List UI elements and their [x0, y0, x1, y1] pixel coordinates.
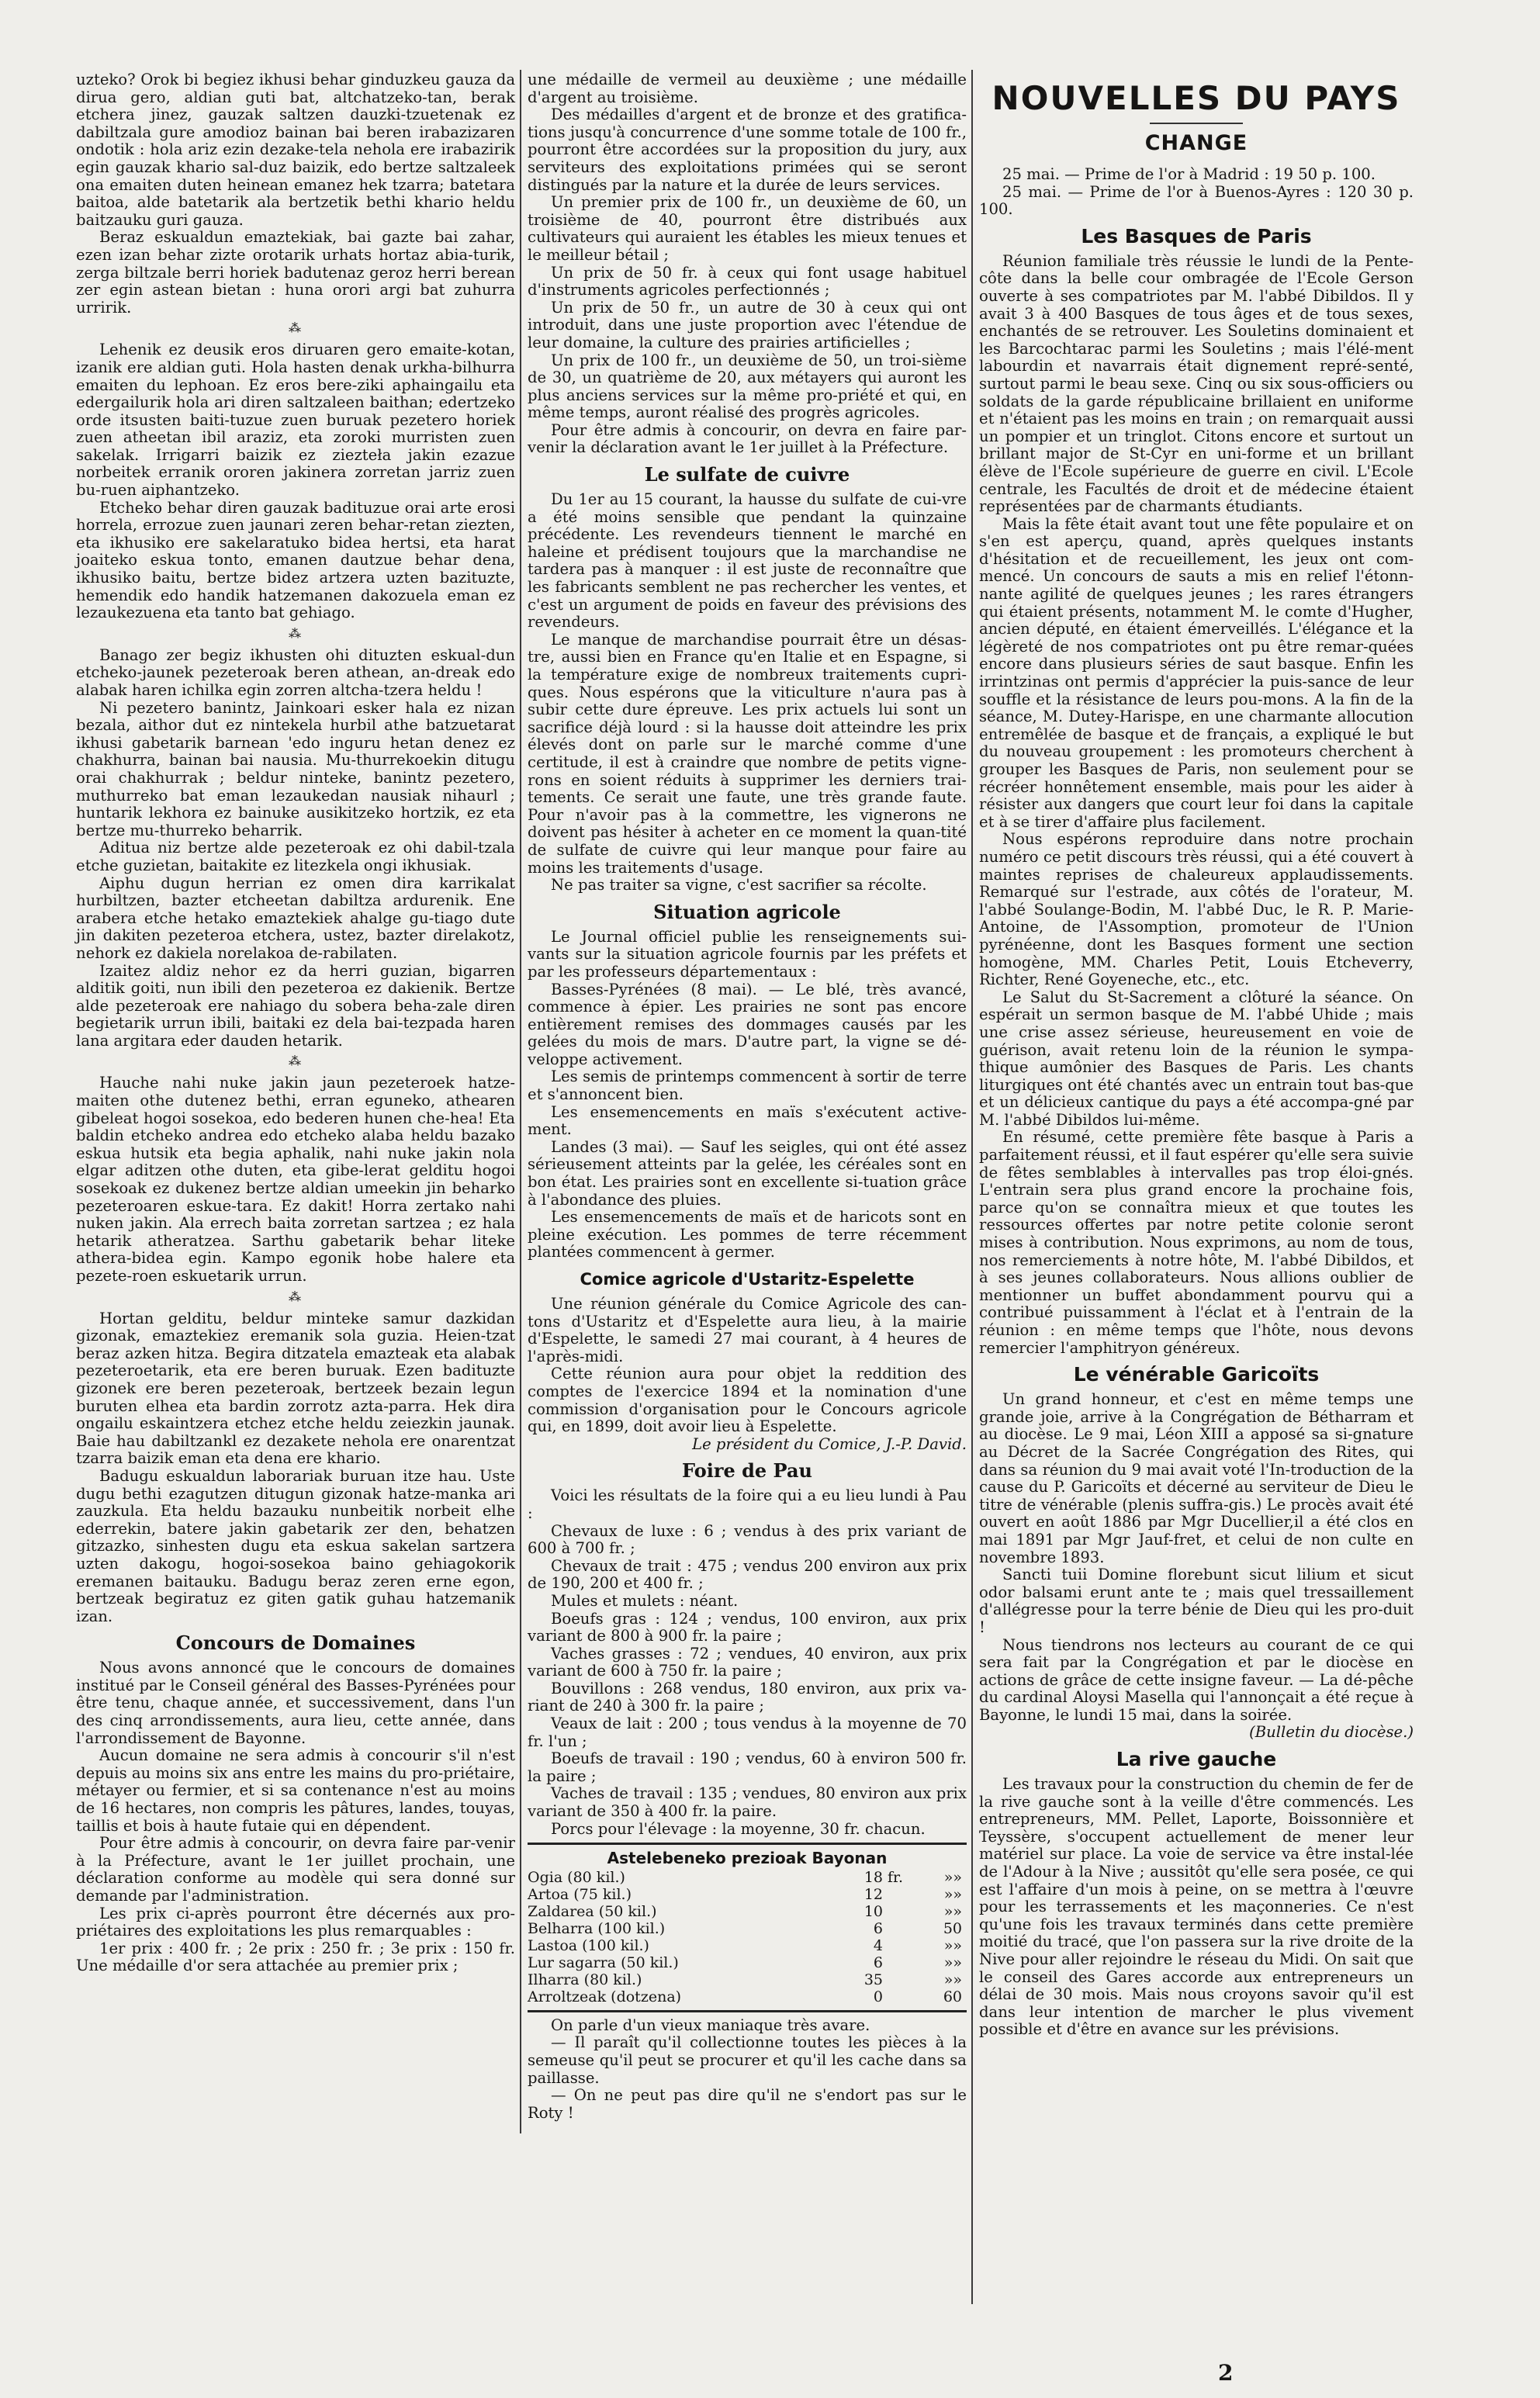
paragraph: Basses-Pyrénées (8 mai). — Le blé, très avancé, commence à épier. Les prairies ne sont pas encore entièrement remises des dommages causés par les gelées du mois de mars. D'autre part, la vigne se dé-veloppe activement. — [528, 980, 967, 1068]
paragraph: Badugu eskualdun laborariak buruan itze hau. Uste dugu bethi ezagutzen ditugun gizonak hatze-manka ari zauzkula. Eta heldu bazauku nunbeitik norbeit elhe ederrekin, batere jakin gabetarik zer den, behatzen gitzazko, sinhesten dugu eta eskua sakelan sartzera uzten dakogu, hogoi-sosekoa baino gehiagokorik eremanen baitauku. Badugu beraz zeren erne egon, bertzeak begiratuz ez giten gatik guhau hatzemanik izan. — [76, 1466, 515, 1625]
paragraph: Cette réunion aura pour objet la reddition des comptes de l'exercice 1894 et la nomination d'une commission d'organisation pour le Concours agricole qui, en 1899, doit avoir lieu à Espelette. — [528, 1365, 967, 1436]
section-title: La rive gauche — [1116, 1748, 1277, 1771]
paragraph: Nous espérons reproduire dans notre prochain numéro ce petit discours très réussi, qui a été couvert à maintes reprises de chaleureux applaudissements. Remarqué sur l'estrade, aux côtés de l'orateur, M. l'abbé Soulange-Bodin, M. l'abbé Duc, le R. P. Marie-Antoine, de l'Assomption, promoteur de l'Union pyrénéenne, dont les Basques forment une section homogène, MM. Charles Petit, Louis Etcheverry, Richter, René Goyeneche, etc., etc. — [979, 830, 1414, 989]
paragraph: Le Salut du St-Sacrement a clôturé la séance. On espérait un sermon basque de M. l'abbé Uhide ; mais une crise assez sérieuse, heureusement en voie de guérison, avait retenu loin de la réunion le sympa-thique aumônier des Basques de Paris. Les chants liturgiques ont été chantés avec un entrain tout bas-que et un délicieux cantique du pays a été accompa-gné par M. l'abbé Dibildos lui-même. — [979, 988, 1414, 1129]
paragraph: Pour être admis à concourir, on devra en faire par-venir la déclaration avant le 1er juillet à la Préfecture. — [528, 420, 967, 457]
rule — [528, 1843, 967, 1845]
asterism-separator: ⁂ — [289, 1054, 303, 1069]
column-left — [76, 71, 515, 1975]
table-row — [528, 1937, 967, 1954]
section-title: Situation agricole — [653, 900, 841, 923]
paragraph: Aditua niz bertze alde pezeteroak ez ohi dabil-tzala etche guzietan, baitakite ez litezkela ongi ikhusiak. — [76, 839, 515, 874]
signature: Le président du Comice, J.-P. David. — [692, 1434, 967, 1453]
masthead: NOUVELLES DU PAYS — [991, 79, 1401, 117]
paragraph: uzteko? Orok bi begiez ikhusi behar ginduzkeu gauza da dirua gero, aldian guti bat, altchatzeko-tan, berak etchera jinez, gauzak saltzen dauzki-tzuetenak ez dabiltzala gure amodioz bainan bai beren irabazizaren ondotik : hola ariz ezin dezake-tela nehola ere irabazirik egin gauzak khario sal-duz baizik, edo bertze saltzaleek ona emaiten duten heinean emanez hek tzarra; batetara baitoa, alde batetarik ala bertzetik bethi khario heldu baitzauku guri gauza. — [76, 71, 515, 229]
section-title: Le sulfate de cuivre — [644, 463, 850, 486]
price-cents: »» — [943, 1971, 962, 1988]
paragraph: Ni pezetero banintz, Jainkoari esker hala ez nizan bezala, aithor dut ez nintekela hurbil athe batzuetarat ikhusi gabetarik barnean 'edo inguru hetan denez ez chakhurra, bainan bai nausia. Mu-thurrekoekin ditugu orai chakhurrak ; beldur ninteke, banintz pezetero, muthurreko bat eman lezaukedan nausiak nihaurl ; huntarik lekhora ez bainuke ausikitzeko hortzik, ez eta bertze mu-thurreko beharrik. — [76, 698, 515, 839]
table-row — [528, 1869, 967, 1886]
paragraph: Les travaux pour la construction du chemin de fer de la rive gauche sont à la veille d'être commencés. Les entrepreneurs, MM. Pellet, Laporte, Boissonnière et Teyssère, s'occupent actuellement de mener leur matériel sur place. La voie de service va être instal-lée de l'Adour à la Nive ; aussitôt qu'elle sera posée, ce qui est l'affaire d'un mois à peine, on se mettra à l'œuvre pour les terrassements et les maçonneries. Ce n'est qu'une fois les travaux terminés dans cette première moitié du tracé, que l'on passera sur la rive droite de la Nive pour aller rejoindre le réseau du Midi. On sait que le conseil des Gares accorde aux entrepreneurs un délai de 30 mois. Mais nous croyons savoir qu'il est dans leur intention de marcher le plus vivement possible et d'être en avance sur les prévisions. — [979, 1775, 1414, 2039]
paragraph: Un grand honneur, et c'est en même temps une grande joie, arrive à la Congrégation de Bétharram et au diocèse. Le 9 mai, Léon XIII a apposé sa si-gnature au Décret de la Sacrée Congrégation des Rites, qui dans sa réunion du 9 mai avait voté l'In-troduction de la cause du P. Garicoïts et décerné au serviteur de Dieu le titre de vénérable (plenis suffra-gis.) Le procès avait été ouvert en août 1886 par Mgr Ducellier,il a été clos en mai 1891 par Mgr Jauf-fret, et celui de non culte en novembre 1893. — [979, 1390, 1414, 1566]
paragraph: Une réunion générale du Comice Agricole des can-tons d'Ustaritz et d'Espelette aura lieu, à la mairie d'Espelette, le samedi 27 mai courant, à 4 heures de l'après-midi. — [528, 1295, 967, 1365]
price-item: Artoa (75 kil.) — [528, 1885, 632, 1903]
price-item: Ogia (80 kil.) — [528, 1868, 625, 1886]
paragraph: Mais la fête était avant tout une fête populaire et on s'en est aperçu, quand, après quelques instants d'hésitation et de recueillement, les jeux ont com-mencé. Un concours de sauts a mis en relief l'étonn-nante agilité de quelques jeunes ; les rares étrangers qui étaient présents, notamment M. le comte d'Hugher, ancien député, en étaient émerveillés. L'élégance et la légèreté de nos compatriotes ont pu être remar-quées encore dans plusieurs séries de saut basque. Enfin les irrintzinas ont permis d'apprécier la puis-sance de leur souffle et la résistance de leurs pou-mons. A la fin de la séance, M. Dutey-Harispe, en une charmante allocution entremêlée de basque et de français, a expliqué le but du nouveau groupement : les promoteurs cherchent à grouper les Basques de Paris, non seulement pour se récréer honnêtement ensemble, mais pour les aider à résister aux dangers que court leur foi dans la capitale et à se tirer d'affaire plus facilement. — [979, 514, 1414, 831]
paragraph: Hauche nahi nuke jakin jaun pezeteroek hatze-maiten othe dutenez bethi, erran eguneko, athearen gibeleat hogoi sosekoa, edo bederen hunen che-hea! Eta baldin etcheko andrea edo etcheko alaba heldu bazako eskua hutsik eta begia aphalik, nahi nuke jakin nola elgar aditzen othe duten, eta gibe-lerat gelditu hogoi sosekoak ez dukenez bertze aldian umeekin jin beharko pezeteroaren eskue-tara. Ez dakit! Horra zertako nahi nuken jakin. Ala errech baita zorretan sartzea ; ez hala hetarik atheratzea. Sarthu gabetarik behar liteke athera-bidea egin. Kampo egonik hobe halere eta pezete-roen eskuetarik urrun. — [76, 1074, 515, 1285]
paragraph: Bouvillons : 268 vendus, 180 environ, aux prix va-riant de 240 à 300 fr. la paire ; — [528, 1679, 967, 1715]
section-title: Comice agricole d'Ustaritz-Espelette — [580, 1270, 915, 1289]
price-value: 4 — [873, 1936, 883, 1954]
paragraph: Des médailles d'argent et de bronze et des gratifica-tions jusqu'à concurrence d'une somme totale de 100 fr., pourront être accordées sur la proposition du jury, aux serviteurs des exploitations primées qui se seront distingués par la nature et la durée de leurs services. — [528, 106, 967, 194]
paragraph: Les ensemencements de maïs et de haricots sont en pleine exécution. Les pommes de terre récemment plantées commencent à germer. — [528, 1208, 967, 1261]
paragraph: Mules et mulets : néant. — [551, 1591, 739, 1610]
price-item: Zaldarea (50 kil.) — [528, 1902, 657, 1920]
paragraph: Nous tiendrons nos lecteurs au courant de ce qui sera fait par la Congrégation et par le diocèse en actions de grâce de cette insigne faveur. — La dé-pêche du cardinal Aloysi Masella qui l'annonçait a été reçue à Bayonne, le lundi 15 mai, dans la soirée. — [979, 1635, 1414, 1724]
price-value: 0 — [873, 1988, 883, 2005]
section-title: Foire de Pau — [682, 1459, 812, 1483]
price-unit — [888, 1971, 915, 1988]
price-unit — [888, 1903, 915, 1920]
rule — [1150, 123, 1243, 124]
paragraph: Pour être admis à concourir, on devra faire par-venir à la Préfecture, avant le 1er juillet prochain, une déclaration conforme au modèle qui sera donné sur demande par l'administration. — [76, 1834, 515, 1905]
paragraph: Aiphu dugun herrian ez omen dira karrikalat hurbiltzen, bazter etcheetan dabiltza ardurenik. Ene arabera etche hetako emaztekiek ahalge gu-tiago dute jin dakiten pezeteroa etchera, ustez, bazter direlakotz, nehork ez dakiela norelakoa de-rabilaten. — [76, 874, 515, 962]
price-unit — [888, 1937, 915, 1954]
paragraph: Vaches grasses : 72 ; vendues, 40 environ, aux prix variant de 600 à 750 fr. la paire ; — [528, 1644, 967, 1680]
paragraph: — Il paraît qu'il collectionne toutes les pièces à la semeuse qu'il peut se procurer et qu'il les cache dans sa paillasse. — [528, 2033, 967, 2087]
section-title: Concours de Domaines — [175, 1632, 416, 1655]
price-value: 10 — [863, 1902, 883, 1920]
price-unit: fr. — [888, 1868, 904, 1886]
price-item: Ilharra (80 kil.) — [528, 1971, 642, 1988]
price-unit — [888, 1920, 915, 1937]
paragraph: On parle d'un vieux maniaque très avare. — [551, 2016, 870, 2034]
price-cents: 50 — [943, 1919, 962, 1937]
table-row — [528, 1903, 967, 1920]
table-row — [528, 1971, 967, 1988]
paragraph: Beraz eskualdun emaztekiak, bai gazte bai zahar, ezen izan behar zizte orotarik urhats hortaz abia-turik, zerga biltzale berri horiek badutenaz geroz herri berean zer egin astean bietan : huna orori argi bat zuhurra urririk. — [76, 228, 515, 317]
price-value: 12 — [863, 1885, 883, 1903]
table-row — [528, 1920, 967, 1937]
paragraph: Le Journal officiel publie les renseignements sui-vants sur la situation agricole fournis par les préfets et par les professeurs départementaux : — [528, 927, 967, 981]
table-row — [528, 1886, 967, 1903]
paragraph: 25 mai. — Prime de l'or à Madrid : 19 50 p. 100. — [1002, 165, 1376, 183]
price-value: 6 — [873, 1919, 883, 1937]
asterism-separator: ⁂ — [289, 1289, 303, 1304]
price-value: 6 — [873, 1953, 883, 1971]
paragraph: Du 1er au 15 courant, la hausse du sulfate de cui-vre a été moins sensible que pendant la quinzaine précédente. Les revendeurs tiennent le marché en haleine et prédisent toujours que la marchandise ne tardera pas à manquer : il est juste de reconnaître que les fabricants semblent ne pas rechercher les ventes, et c'est un argument de poids en faveur des prévisions des revendeurs. — [528, 490, 967, 632]
asterism-separator: ⁂ — [289, 625, 303, 641]
price-unit — [888, 1988, 915, 2005]
paragraph: Réunion familiale très réussie le lundi de la Pente-côte dans la belle cour ombragée de l'Ecole Gerson ouverte à ses compatriotes par M. l'abbé Dibildos. Il y avait 3 à 400 Basques de tous âges et de tous sexes, enchantés de se retrouver. Les Souletins dominaient et les Barcochtarac parmi les Souletins ; mais l'élé-ment labourdin et navarrais était dignement repré-senté, surtout parmi le beau sexe. Cinq ou six sous-officiers ou soldats de la garde républicaine brillaient en uniforme et n'étaient pas les moins en train ; on remarquait aussi un pompier et un tringlot. Citons encore et surtout un brillant major de St-Cyr en uni-forme et un brillant élève de l'Ecole supérieure de guerre en civil. L'Ecole centrale, les Facultés de droit et de médecine étaient représentées par de charmants étudiants. — [979, 251, 1414, 516]
price-unit — [888, 1886, 915, 1903]
table-row — [528, 1988, 967, 2005]
paragraph: Les prix ci-après pourront être décernés aux pro-priétaires des exploitations les plus remarquables : — [76, 1904, 515, 1940]
page-number: 2 — [1218, 2360, 1234, 2386]
asterism-separator: ⁂ — [289, 320, 303, 336]
column-divider — [971, 70, 973, 2304]
paragraph: 1er prix : 400 fr. ; 2e prix : 250 fr. ; 3e prix : 150 fr. Une médaille d'or sera attachée au premier prix ; — [76, 1939, 515, 1975]
table-title: Astelebeneko prezioak Bayonan — [607, 1849, 888, 1868]
price-cents: »» — [943, 1953, 962, 1971]
paragraph: une médaille de vermeil au deuxième ; une médaille d'argent au troisième. — [528, 71, 967, 106]
paragraph: Un prix de 50 fr., un autre de 30 à ceux qui ont introduit, dans une juste proportion avec l'étendue de leur domaine, la culture des prairies artificielles ; — [528, 298, 967, 351]
paragraph: Veaux de lait : 200 ; tous vendus à la moyenne de 70 fr. l'un ; — [528, 1715, 967, 1750]
paragraph: Ne pas traiter sa vigne, c'est sacrifier sa récolte. — [551, 876, 927, 894]
price-cents: »» — [943, 1902, 962, 1920]
paragraph: — On ne peut pas dire qu'il ne s'endort pas sur le Roty ! — [528, 2086, 967, 2122]
column-divider — [520, 70, 521, 2133]
table-row — [528, 1954, 967, 1971]
paragraph: Banago zer begiz ikhusten ohi dituzten eskual-dun etcheko-jaunek pezeteroak beren athean, an-dreak edo alabak haren ichilka egin zorren altcha-tzera heldu ! — [76, 645, 515, 699]
price-item: Belharra (100 kil.) — [528, 1919, 666, 1937]
section-title: Les Basques de Paris — [1081, 224, 1312, 247]
source-credit: (Bulletin du diocèse.) — [1249, 1723, 1414, 1742]
paragraph: Un prix de 100 fr., un deuxième de 50, un troi-sième de 30, un quatrième de 20, aux métayers qui auront les plus anciens services sur la même pro-priété et qui, en même temps, auront réalisé des progrès agricoles. — [528, 351, 967, 422]
paragraph: Landes (3 mai). — Sauf les seigles, qui ont été assez sérieusement atteints par la gelée, les céréales sont en bon état. Les prairies sont en excellente si-tuation grâce à l'abondance des pluies. — [528, 1137, 967, 1209]
paragraph: Etcheko behar diren gauzak badituzue orai arte erosi horrela, errozue zuen jaunari zeren behar-retan ziezten, eta ikhusiko ere sakelaratuko bidea hertsi, eta harat joaiteko eskua tonto, emanen dautzue behar dena, ikhusiko baitu, bertze bidez artzera uzten bazituzte, hemendik edo handik hatzemanen dakozuela eman ez lezaukezuena eta tanto bat gehiago. — [76, 498, 515, 622]
paragraph: En résumé, cette première fête basque à Paris a parfaitement réussi, et il faut espérer qu'elle sera suivie de fêtes semblables à intervalles pas trop éloi-gnés. L'entrain sera plus grand encore la prochaine fois, parce qu'on se connaîtra mieux et que toutes les ressources offertes par notre petite colonie seront mises à contribution. Nous exprimons, au nom de tous, nos remerciements à notre hôte, M. l'abbé Dibildos, et à ses jeunes collaborateurs. Nous allions oublier de mentionner un buffet abondamment pourvu qui a contribué puissamment à l'éclat et à l'entrain de la réunion : en même temps que l'hôte, nous devons remercier l'amphitryon généreux. — [979, 1128, 1414, 1357]
price-value: 35 — [863, 1971, 883, 1988]
paragraph: Sancti tuii Domine florebunt sicut lilium et sicut odor balsami erunt ante te ; mais quel tressaillement d'allégresse pour la terre bénie de Dieu qui les pro-duit ! — [979, 1566, 1414, 1636]
price-value: 18 — [863, 1868, 883, 1886]
section-title: CHANGE — [1144, 131, 1248, 155]
price-cents: 60 — [943, 1988, 962, 2005]
price-cents: »» — [943, 1936, 962, 1954]
paragraph: Aucun domaine ne sera admis à concourir s'il n'est depuis au moins six ans entre les mains du pro-priétaire, métayer ou fermier, et si sa contenance n'est au moins de 16 hectares, non compris les pâtures, landes, touyas, taillis et bois à haute futaie qui en dépendent. — [76, 1746, 515, 1835]
paragraph: Hortan gelditu, beldur minteke samur dazkidan gizonak, emaztekiez eremanik sola guzia. Heien-tzat beraz azken hitza. Begira ditzatela emazteak eta alabak pezeteroetarik, eta ere beren buruak. Ezen badituzte gizonek ere beren pezeteroak, bertzeek bezain legun buruten elhea eta bardin zorrotz azta-parra. Hek dira ongailu eskaintzera etchez etche heldu zeiezkin jaunak. Baie hau dabiltzankl ez dezakete nehola ere onarentzat tzarra baizik eman eta dena ere khario. — [76, 1309, 515, 1468]
price-unit — [888, 1954, 915, 1971]
paragraph: Boeufs de travail : 190 ; vendus, 60 à environ 500 fr. la paire ; — [528, 1749, 967, 1785]
price-cents: »» — [943, 1885, 962, 1903]
paragraph: Le manque de marchandise pourrait être un désas-tre, aussi bien en France qu'en Italie et en Espagne, si la température exige de nombreux traitements cupri-ques. Nous espérons que la viticulture n'aura pas à subir cette dure épreuve. Les prix actuels lui sont un sacrifice déjà lourd : si la hausse doit atteindre les prix élevés dont on parle sur le marché comme d'une certitude, il est à craindre que nombre de petits vigne-rons en soient réduits à supprimer les derniers trai-tements. Ce serait une faute, une très grande faute. Pour n'avoir pas à la commettre, les vignerons ne doivent pas hésiter à acheter en ce moment la quan-tité de sulfate de cuivre qui leur manque pour faire au moins les traitements d'usage. — [528, 630, 967, 877]
paragraph: Porcs pour l'élevage : la moyenne, 30 fr. chacun. — [551, 1819, 926, 1838]
paragraph: Chevaux de trait : 475 ; vendus 200 environ aux prix de 190, 200 et 400 fr. ; — [528, 1556, 967, 1593]
paragraph: Izaitez aldiz nehor ez da herri guzian, bigarren alditik goiti, nun ibili den pezeteroa ez dakienik. Bertze alde pezeteroak ere nahiago du sobera beha-zale diren begietarik urrun ibili, baitaki ez dela bai-tezpada haren lana argitara eder dauden hetarik. — [76, 961, 515, 1050]
price-item: Lur sagarra (50 kil.) — [528, 1953, 679, 1971]
paragraph: Chevaux de luxe : 6 ; vendus à des prix variant de 600 à 700 fr. ; — [528, 1521, 967, 1558]
paragraph: Vaches de travail : 135 ; vendues, 80 environ aux prix variant de 350 à 400 fr. la paire. — [528, 1784, 967, 1821]
price-table — [528, 1869, 967, 2005]
section-title: Le vénérable Garicoïts — [1073, 1363, 1320, 1386]
paragraph: 25 mai. — Prime de l'or à Buenos-Ayres : 120 30 p. 100. — [979, 182, 1414, 219]
paragraph: Un prix de 50 fr. à ceux qui font usage habituel d'instruments agricoles perfectionnés ; — [528, 263, 967, 299]
rule — [528, 2010, 967, 2012]
paragraph: Boeufs gras : 124 ; vendus, 100 environ, aux prix variant de 800 à 900 fr. la paire ; — [528, 1609, 967, 1645]
paragraph: Les semis de printemps commencent à sortir de terre et s'annoncent bien. — [528, 1068, 967, 1104]
paragraph: Lehenik ez deusik eros diruaren gero emaite-kotan, izanik ere aldian guti. Hola hasten denak urkha-bilhurra emaiten du lephoan. Ez eros bere-ziki aphaingailu eta edergailurik hola ari diren saltzaleen baithan; edertzeko orde itsusten baiti-tuzue zuen buruak pezetero horiek zuen atheetan ibil araziz, eta zoroki murristen zuen sakelak. Irrigarri baizik ez ziezteła jakin ezazue norbeitek erranik ororen jakinera zorretan jarriz zuen bu-ruen aiphantzeko. — [76, 341, 515, 500]
paragraph: Les ensemencements en maïs s'exécutent active-ment. — [528, 1102, 967, 1139]
paragraph: Voici les résultats de la foire qui a eu lieu lundi à Pau : — [528, 1486, 967, 1522]
paragraph: Nous avons annoncé que le concours de domaines institué par le Conseil général des Basses-Pyrénées pour être tenu, chaque année, et successivement, dans l'un des cinq arrondissements, aura lieu, cette année, dans l'arrondissement de Bayonne. — [76, 1659, 515, 1747]
price-item: Arroltzeak (dotzena) — [528, 1988, 682, 2005]
paragraph: Un premier prix de 100 fr., un deuxième de 60, un troisième de 40, pourront être distribués aux cultivateurs qui auraient les étables les mieux tenues et le meilleur bétail ; — [528, 193, 967, 264]
price-item: Lastoa (100 kil.) — [528, 1936, 649, 1954]
price-cents: »» — [943, 1868, 962, 1886]
column-right — [979, 71, 1414, 2039]
column-middle — [528, 71, 967, 2122]
